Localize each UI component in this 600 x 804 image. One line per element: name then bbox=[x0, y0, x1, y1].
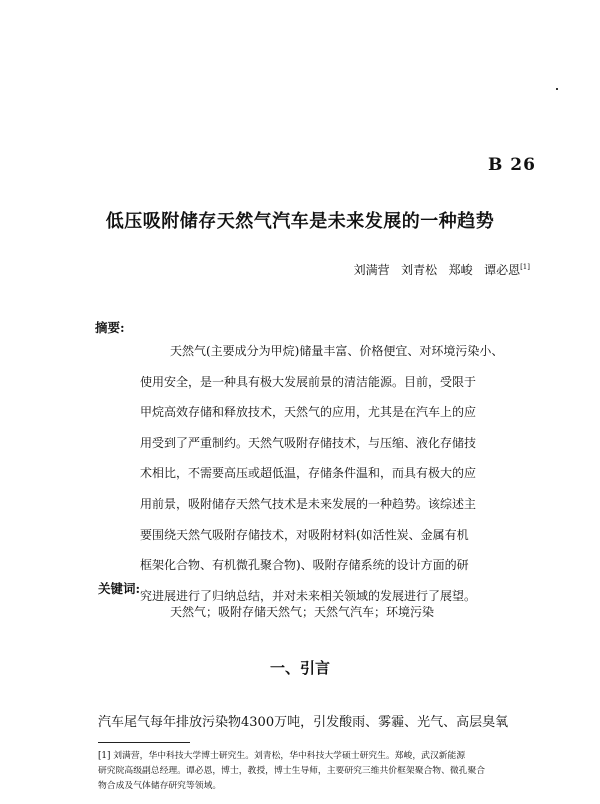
page-number: B 26 bbox=[488, 155, 536, 175]
footnote bbox=[98, 749, 558, 794]
paper-title: 低压吸附储存天然气汽车是未来发展的一种趋势 bbox=[105, 211, 495, 232]
author-line bbox=[354, 261, 530, 278]
footnote-mark: [1] bbox=[520, 263, 530, 271]
author-name: 刘满营 bbox=[353, 263, 390, 277]
abstract-line: 使用安全，是一种具有极大发展前景的清洁能源。目前，受限于 bbox=[140, 374, 477, 389]
abstract-line: 甲烷高效存储和释放技术，天然气的应用，尤其是在汽车上的应 bbox=[140, 405, 477, 420]
author-name: 谭必恩 bbox=[484, 263, 521, 277]
footnote-divider bbox=[98, 742, 190, 743]
footnote-line: [1] 刘满营，华中科技大学博士研究生。刘青松，华中科技大学硕士研究生。郑峻，武汉新能源 bbox=[98, 751, 466, 761]
footnote-line: 物合成及气体储存研究等领域。 bbox=[98, 781, 222, 791]
abstract-line: 用受到了严重制约。天然气吸附存储技术，与压缩、液化存储技 bbox=[140, 435, 477, 450]
abstract-line: 究进展进行了归纳总结，并对未来相关领域的发展进行了展望。 bbox=[140, 588, 477, 603]
abstract-line: 天然气(主要成分为甲烷)储量丰富、价格便宜、对环境污染小、 bbox=[170, 344, 504, 358]
page-speck bbox=[556, 88, 558, 90]
body-paragraph: 汽车尾气每年排放污染物4300万吨，引发酸雨、雾霾、光气、高层臭氧 bbox=[98, 715, 509, 730]
keywords-label: 关键词: bbox=[98, 581, 141, 596]
footnote-line: 研究院高级副总经理。谭必恩，博士，教授，博士生导师，主要研究三维共价框架聚合物、微孔聚合 bbox=[98, 766, 486, 776]
abstract-line: 用前景，吸附储存天然气技术是未来发展的一种趋势。该综述主 bbox=[140, 496, 477, 511]
abstract-text bbox=[140, 336, 547, 611]
keywords-text: 天然气；吸附存储天然气；天然气汽车；环境污染 bbox=[170, 605, 435, 619]
abstract-label: 摘要: bbox=[95, 320, 125, 335]
author-name: 刘青松 bbox=[401, 263, 438, 277]
abstract-line: 框架化合物、有机微孔聚合物)、吸附存储系统的设计方面的研 bbox=[140, 558, 469, 573]
section-heading: 一、引言 bbox=[269, 659, 330, 677]
abstract-line: 要围绕天然气吸附存储技术，对吸附材料(如活性炭、金属有机 bbox=[140, 527, 469, 542]
abstract-line: 术相比，不需要高压或超低温，存储条件温和，而具有极大的应 bbox=[140, 466, 477, 481]
author-name: 郑峻 bbox=[448, 263, 473, 277]
